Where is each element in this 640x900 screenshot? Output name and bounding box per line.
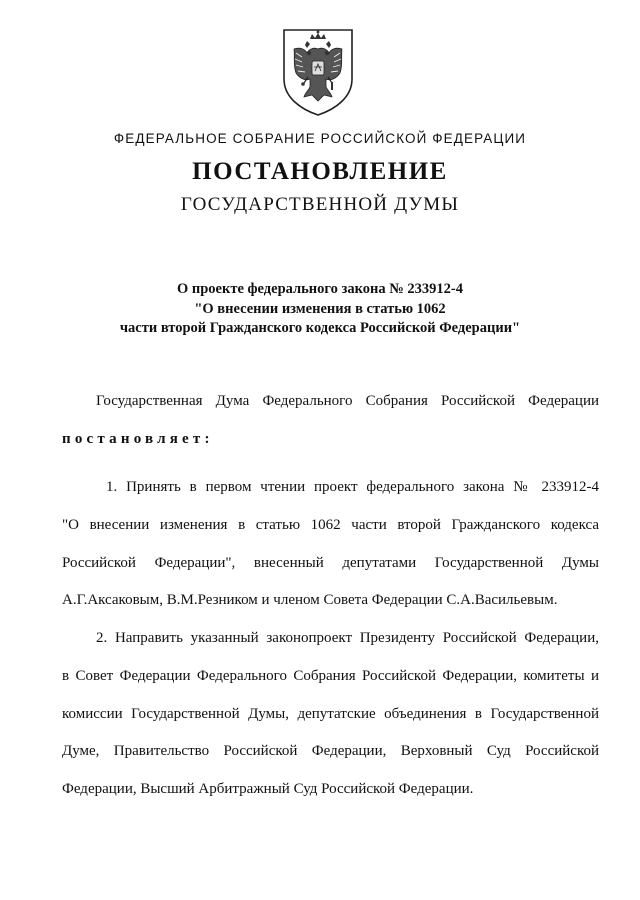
clause-line: Российской Федерации", внесенный депутатами Государственной Думы <box>62 554 599 571</box>
clause-line: комиссии Государственной Думы, депутатские объединения в Государственной <box>62 705 599 722</box>
clause-line: Думе, Правительство Российской Федерации, Верховный Суд Российской <box>62 743 599 760</box>
clause-line: 2. Направить указанный законопроект Президенту Российской Федерации, <box>96 630 599 646</box>
clause-line: "О внесении изменения в статью 1062 части второй Гражданского кодекса <box>62 516 599 533</box>
subject-line: части второй Гражданского кодекса Российской Федерации" <box>119 320 521 336</box>
clause-line: 1. Принять в первом чтении проект федерального закона № 233912-4 <box>106 479 599 495</box>
organization-name: ФЕДЕРАЛЬНОЕ СОБРАНИЕ РОССИЙСКОЙ ФЕДЕРАЦИИ <box>113 131 527 146</box>
document-subject <box>0 280 640 339</box>
clause-line: Федерации, Высший Арбитражный Суд Российской Федерации. <box>62 781 474 798</box>
clause-line: А.Г.Аксаковым, В.М.Резником и членом Совета Федерации С.А.Васильевым. <box>62 592 558 609</box>
decision-word: постановляет: <box>62 430 214 447</box>
preamble-line: Государственная Дума Федерального Собрания Российской Федерации <box>96 393 599 409</box>
subject-line: "О внесении изменения в статью 1062 <box>194 300 446 317</box>
subject-line: О проекте федерального закона № 233912-4 <box>176 281 464 297</box>
preamble <box>62 383 599 459</box>
issuer-title: ГОСУДАРСТВЕННОЙ ДУМЫ <box>180 194 460 215</box>
clause-1 <box>62 469 599 620</box>
document-type-title: ПОСТАНОВЛЕНИЕ <box>192 158 448 185</box>
russian-coat-of-arms-icon <box>280 27 356 117</box>
clause-line: в Совет Федерации Федерального Собрания Российской Федерации, комитеты и <box>62 667 599 684</box>
clause-2 <box>62 620 599 809</box>
